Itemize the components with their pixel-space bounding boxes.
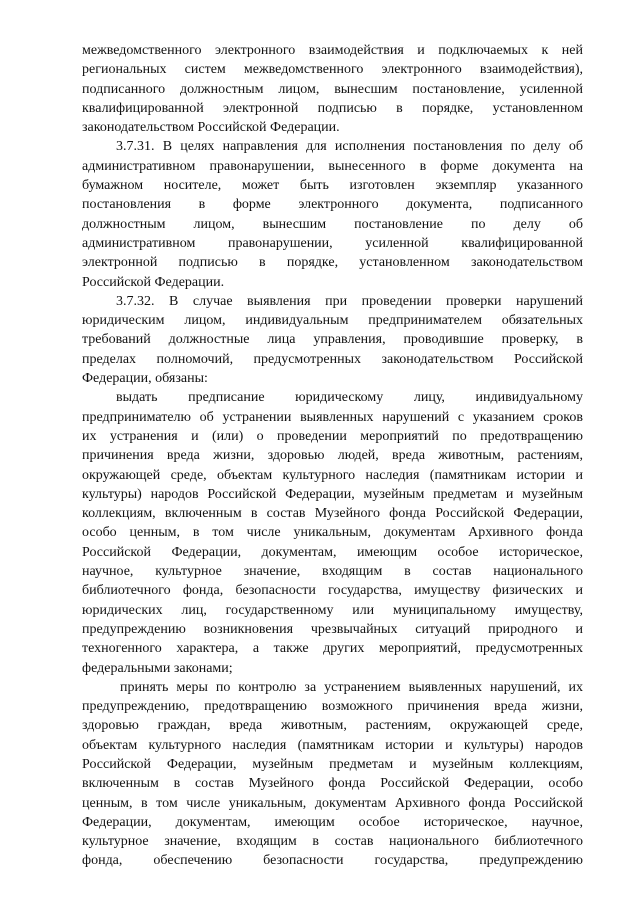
text-line: особо ценным, в том числе уникальным, документам Архивного фонда [82, 525, 583, 541]
text-line: бумажном носителе, может быть изготовлен экземпляр указанного [82, 178, 583, 194]
text-line: требований должностные лица управления, проводившие проверку, в [82, 332, 583, 348]
text-line: коллекциям, включенным в состав Музейного фонда Российской Федерации, [82, 506, 583, 522]
text-line: их устранения и (или) о проведении мероприятий по предотвращению [82, 428, 583, 444]
text-line: Российской Федерации, музейным предметам и музейным коллекциям, [82, 756, 583, 772]
text-line: юридическим лицом, индивидуальным предпринимателем обязательных [82, 313, 583, 329]
text-line: федеральными законами; [82, 660, 233, 676]
text-line: Российской Федерации, документам, имеющим особое историческое, [82, 544, 583, 560]
text-line: Российской Федерации. [82, 274, 225, 290]
document-page [82, 41, 583, 871]
text-line: объектам культурного наследия (памятникам истории и культуры) народов [82, 737, 583, 753]
text-line: региональных систем межведомственного электронного взаимодействия), [82, 62, 583, 78]
text-line: выдать предписание юридическому лицу, индивидуальному [116, 390, 583, 406]
text-line: окружающей среде, объектам культурного наследия (памятникам истории и [82, 467, 583, 483]
text-line: 3.7.31. В целях направления для исполнения постановления по делу об [116, 139, 583, 155]
text-line: библиотечного фонда, безопасности государства, имуществу физических и [82, 583, 583, 599]
text-line: межведомственного электронного взаимодействия и подключаемых к ней [82, 43, 583, 58]
text-line: культуры) народов Российской Федерации, музейным предметам и музейным [82, 486, 583, 502]
text-line: здоровью граждан, вреда животным, растениям, окружающей среде, [82, 718, 583, 734]
text-line: принять меры по контролю за устранением выявленных нарушений, их [120, 679, 583, 695]
text-line: предупреждению возникновения чрезвычайных ситуаций природного и [82, 621, 583, 637]
text-line: 3.7.32. В случае выявления при проведении проверки нарушений [116, 293, 583, 309]
text-line: административном правонарушении, вынесенного в форме документа на [82, 158, 583, 174]
text-line: причинения вреда жизни, здоровью людей, вреда животным, растениям, [82, 448, 583, 464]
text-line: техногенного характера, а также других мероприятий, предусмотренных [82, 641, 583, 657]
text-line: включенным в состав Музейного фонда Российской Федерации, особо [82, 776, 583, 792]
text-line: предупреждению, предотвращению возможного причинения вреда жизни, [82, 699, 583, 715]
text-line: Федерации, документам, имеющим особое историческое, научное, [82, 814, 583, 830]
text-line: законодательством Российской Федерации. [82, 120, 340, 136]
text-line: юридических лиц, государственному или муниципальному имуществу, [82, 602, 583, 618]
text-line: ценным, в том числе уникальным, документам Архивного фонда Российской [82, 795, 583, 811]
text-line: постановления в форме электронного документа, подписанного [82, 197, 583, 213]
text-line: предпринимателю об устранении выявленных нарушений с указанием сроков [82, 409, 583, 425]
text-line: Федерации, обязаны: [82, 371, 208, 387]
text-line: квалифицированной электронной подписью в порядке, установленном [82, 100, 583, 116]
text-line: пределах полномочий, предусмотренных законодательством Российской [82, 351, 583, 367]
text-line: административном правонарушении, усиленной квалифицированной [82, 235, 583, 251]
text-line: электронной подписью в порядке, установленном законодательством [82, 255, 583, 271]
text-line: должностным лицом, вынесшим постановление по делу об [82, 216, 583, 232]
text-line: культурное значение, входящим в состав национального библиотечного [82, 834, 583, 850]
text-line: научное, культурное значение, входящим в состав национального [82, 564, 583, 580]
text-line: фонда, обеспечению безопасности государства, предупреждению [82, 853, 583, 869]
text-line: подписанного должностным лицом, вынесшим постановление, усиленной [82, 81, 583, 97]
